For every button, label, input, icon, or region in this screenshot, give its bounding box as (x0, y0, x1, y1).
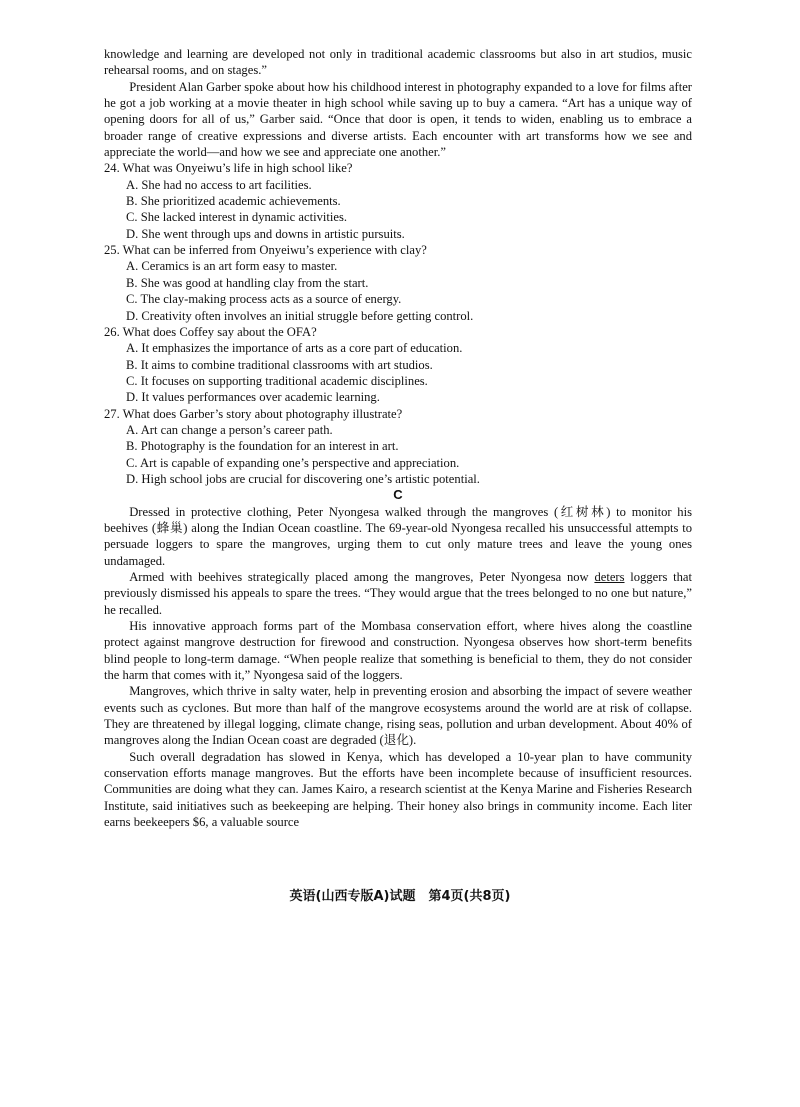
passage-c-paragraph-3: His innovative approach forms part of the Mombasa conservation effort, where hives along the coastline protect against mangrove destruction for firewood and construction. Nyongesa observes how short-term benefits blind people to long-term damage. “When people realize that something is beneficial to them, they do not consider the harm that comes with it,” Nyongesa said of the loggers. (104, 619, 692, 683)
question-25 (104, 242, 692, 324)
question-stem: 27. What does Garber’s story about photography illustrate? (104, 406, 403, 421)
option-b: B. She prioritized academic achievements. (126, 194, 341, 209)
passage-c-paragraph-4: Mangroves, which thrive in salty water, help in preventing erosion and absorbing the impact of severe weather events such as cyclones. But more than half of the mangrove ecosystems around the world are at risk of collapse. They are threatened by illegal logging, climate change, rising seas, pollution and urban development. About 40% of mangroves along the Indian Ocean coast are degraded (退化). (104, 684, 692, 748)
option-d: D. It values performances over academic learning. (126, 390, 380, 405)
underlined-word: deters (594, 570, 625, 584)
option-b: B. It aims to combine traditional classrooms with art studios. (126, 357, 433, 372)
question-stem: 24. What was Onyeiwu’s life in high school like? (104, 161, 353, 176)
option-b: B. Photography is the foundation for an interest in art. (126, 439, 399, 454)
question-24 (104, 160, 692, 242)
option-a: A. Art can change a person’s career path. (126, 422, 333, 437)
question-stem: 25. What can be inferred from Onyeiwu’s experience with clay? (104, 243, 427, 258)
option-d: D. She went through ups and downs in artistic pursuits. (126, 226, 405, 241)
option-d: D. Creativity often involves an initial struggle before getting control. (126, 308, 474, 323)
option-c: C. It focuses on supporting traditional academic disciplines. (126, 373, 428, 388)
option-a: A. Ceramics is an art form easy to master. (126, 259, 338, 274)
question-stem: 26. What does Coffey say about the OFA? (104, 324, 317, 339)
passage-c-paragraph-1: Dressed in protective clothing, Peter Nyongesa walked through the mangroves (红树林) to monitor his beehives (蜂巢) along the Indian Ocean coastline. The 69-year-old Nyongesa recalled his unsuccessful attempts to persuade loggers to spare the mangroves, urging them to cut only mature trees and leave the young ones undamaged. (104, 504, 692, 568)
option-c: C. She lacked interest in dynamic activities. (126, 210, 348, 225)
option-a: A. She had no access to art facilities. (126, 177, 312, 192)
question-26 (104, 324, 692, 406)
passage-c-paragraph-5: Such overall degradation has slowed in Kenya, which has developed a 10-year plan to have community conservation efforts manage mangroves. But the efforts have been incomplete because of insufficient resources. Communities are doing what they can. James Kairo, a research scientist at the Kenya Marine and Fisheries Research Institute, said initiatives such as beekeeping are helping. Their honey also brings in community income. Each liter earns beekeepers $6, a valuable source (104, 749, 692, 830)
option-c: C. The clay-making process acts as a source of energy. (126, 292, 402, 307)
passage-b-paragraph-1: knowledge and learning are developed not only in traditional academic classrooms but also in art studios, music rehearsal rooms, and on stages.” (104, 47, 692, 78)
question-27 (104, 406, 692, 488)
paragraph-text: Armed with beehives strategically placed among the mangroves, Peter Nyongesa now (129, 570, 595, 584)
option-c: C. Art is capable of expanding one’s perspective and appreciation. (126, 455, 460, 470)
passage-c-paragraph-2 (104, 569, 692, 618)
page-content (104, 46, 692, 831)
option-a: A. It emphasizes the importance of arts as a core part of education. (126, 341, 463, 356)
section-c-title: C (393, 487, 403, 503)
page-footer: 英语(山西专版A)试题 第4页(共8页) (289, 889, 511, 904)
option-b: B. She was good at handling clay from the start. (126, 275, 369, 290)
paragraph-text: loggers that previously dismissed his appeals to spare the trees. “They would argue that the trees belonged to no one but nature,” he recalled. (104, 570, 693, 617)
passage-b-paragraph-2: President Alan Garber spoke about how his childhood interest in photography expanded to a love for films after he got a job working at a movie theater in high school while saving up to buy a camera. “Art has a unique way of opening doors for all of us,” Garber said. “Once that door is open, it tends to widen, enabling us to embrace a broader range of creative expressions and diverse artists. Each encounter with art transforms how we see and appreciate the world—and how we see and appreciate one another.” (104, 79, 692, 160)
option-d: D. High school jobs are crucial for discovering one’s artistic potential. (126, 471, 480, 486)
